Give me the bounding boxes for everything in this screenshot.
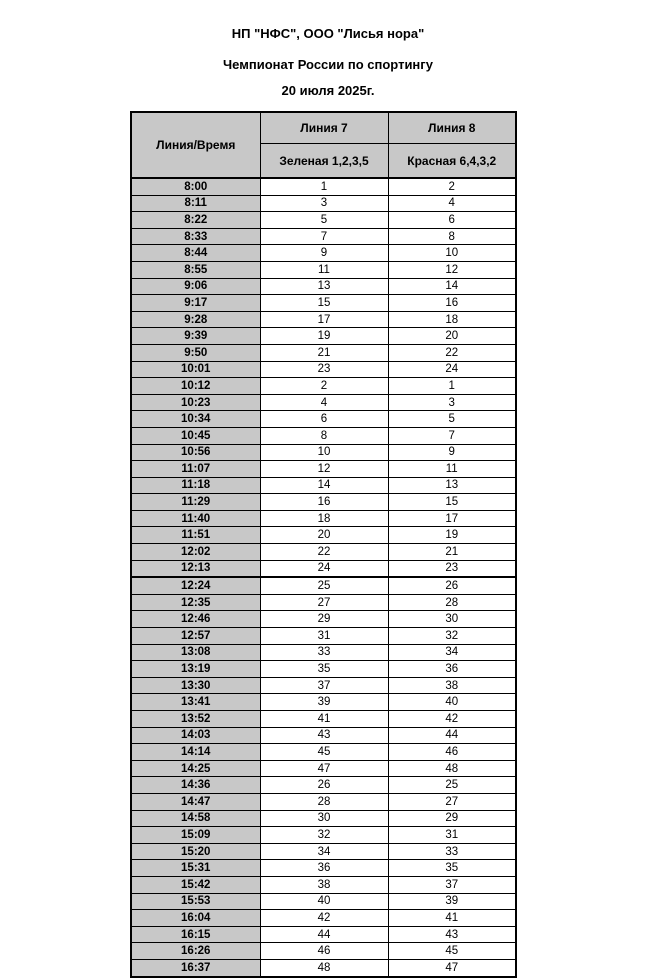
column-header-line8: Линия 8 — [388, 112, 516, 144]
line8-cell: 44 — [388, 727, 516, 744]
table-row — [131, 760, 516, 777]
time-cell: 12:57 — [131, 628, 260, 645]
table-row — [131, 411, 516, 428]
table-row — [131, 810, 516, 827]
line8-cell: 39 — [388, 893, 516, 910]
line8-cell: 28 — [388, 594, 516, 611]
table-row — [131, 494, 516, 511]
time-cell: 10:23 — [131, 394, 260, 411]
line8-cell: 30 — [388, 611, 516, 628]
line7-cell: 14 — [260, 477, 388, 494]
time-cell: 16:04 — [131, 910, 260, 927]
line8-cell: 14 — [388, 278, 516, 295]
line8-cell: 11 — [388, 461, 516, 478]
line7-stands: Зеленая 1,2,3,5 — [260, 144, 388, 179]
time-cell: 15:09 — [131, 827, 260, 844]
table-row — [131, 461, 516, 478]
line8-cell: 21 — [388, 544, 516, 561]
table-row — [131, 361, 516, 378]
line7-cell: 25 — [260, 577, 388, 594]
time-cell: 15:53 — [131, 893, 260, 910]
line7-cell: 19 — [260, 328, 388, 345]
time-cell: 11:40 — [131, 510, 260, 527]
line8-cell: 19 — [388, 527, 516, 544]
line8-cell: 20 — [388, 328, 516, 345]
table-row — [131, 477, 516, 494]
table-row — [131, 444, 516, 461]
table-row — [131, 394, 516, 411]
line8-cell: 7 — [388, 427, 516, 444]
table-row — [131, 926, 516, 943]
time-cell: 10:56 — [131, 444, 260, 461]
schedule-table — [130, 111, 517, 978]
column-header-line7: Линия 7 — [260, 112, 388, 144]
line7-cell: 7 — [260, 228, 388, 245]
line8-cell: 1 — [388, 378, 516, 395]
time-cell: 16:15 — [131, 926, 260, 943]
table-row — [131, 744, 516, 761]
line8-cell: 9 — [388, 444, 516, 461]
time-cell: 13:52 — [131, 711, 260, 728]
line8-cell: 10 — [388, 245, 516, 262]
time-cell: 12:24 — [131, 577, 260, 594]
line8-cell: 6 — [388, 212, 516, 229]
time-cell: 11:51 — [131, 527, 260, 544]
line7-cell: 30 — [260, 810, 388, 827]
table-row — [131, 644, 516, 661]
line7-cell: 22 — [260, 544, 388, 561]
column-header-time: Линия/Время — [131, 112, 260, 178]
line8-cell: 47 — [388, 959, 516, 976]
time-cell: 8:22 — [131, 212, 260, 229]
time-cell: 13:19 — [131, 661, 260, 678]
table-row — [131, 328, 516, 345]
line8-cell: 16 — [388, 295, 516, 312]
time-cell: 14:36 — [131, 777, 260, 794]
table-row — [131, 661, 516, 678]
time-cell: 14:14 — [131, 744, 260, 761]
line7-cell: 34 — [260, 843, 388, 860]
event-title: Чемпионат России по спортингу — [223, 57, 433, 72]
line7-cell: 15 — [260, 295, 388, 312]
time-cell: 13:30 — [131, 677, 260, 694]
line8-cell: 34 — [388, 644, 516, 661]
event-date: 20 июля 2025г. — [281, 83, 375, 98]
line8-cell: 32 — [388, 628, 516, 645]
organizer-title: НП "НФС", ООО "Лисья нора" — [231, 26, 425, 41]
table-row — [131, 694, 516, 711]
time-cell: 10:12 — [131, 378, 260, 395]
line7-cell: 46 — [260, 943, 388, 960]
line7-cell: 12 — [260, 461, 388, 478]
line7-cell: 26 — [260, 777, 388, 794]
line8-cell: 36 — [388, 661, 516, 678]
line8-cell: 22 — [388, 344, 516, 361]
line7-cell: 24 — [260, 560, 388, 577]
table-row — [131, 827, 516, 844]
time-cell: 14:47 — [131, 793, 260, 810]
line8-cell: 45 — [388, 943, 516, 960]
line7-cell: 40 — [260, 893, 388, 910]
line7-cell: 42 — [260, 910, 388, 927]
time-cell: 9:50 — [131, 344, 260, 361]
line7-cell: 4 — [260, 394, 388, 411]
table-row — [131, 261, 516, 278]
time-cell: 9:17 — [131, 295, 260, 312]
line8-cell: 17 — [388, 510, 516, 527]
line7-cell: 11 — [260, 261, 388, 278]
line7-cell: 10 — [260, 444, 388, 461]
line8-cell: 8 — [388, 228, 516, 245]
line8-cell: 24 — [388, 361, 516, 378]
table-row — [131, 544, 516, 561]
line8-cell: 15 — [388, 494, 516, 511]
line7-cell: 48 — [260, 959, 388, 976]
line7-cell: 41 — [260, 711, 388, 728]
line7-cell: 37 — [260, 677, 388, 694]
table-row — [131, 228, 516, 245]
time-cell: 9:28 — [131, 311, 260, 328]
line7-cell: 38 — [260, 876, 388, 893]
line8-cell: 18 — [388, 311, 516, 328]
time-cell: 14:03 — [131, 727, 260, 744]
table-row — [131, 527, 516, 544]
table-row — [131, 245, 516, 262]
table-row — [131, 727, 516, 744]
time-cell: 8:00 — [131, 178, 260, 195]
table-row — [131, 893, 516, 910]
table-row — [131, 943, 516, 960]
line7-cell: 21 — [260, 344, 388, 361]
time-cell: 15:31 — [131, 860, 260, 877]
table-row — [131, 510, 516, 527]
line7-cell: 5 — [260, 212, 388, 229]
line7-cell: 23 — [260, 361, 388, 378]
line7-cell: 31 — [260, 628, 388, 645]
line7-cell: 1 — [260, 178, 388, 195]
table-row — [131, 344, 516, 361]
line8-cell: 46 — [388, 744, 516, 761]
line8-cell: 48 — [388, 760, 516, 777]
time-cell: 12:46 — [131, 611, 260, 628]
line8-stands: Красная 6,4,3,2 — [388, 144, 516, 179]
line8-cell: 40 — [388, 694, 516, 711]
line7-cell: 27 — [260, 594, 388, 611]
line8-cell: 5 — [388, 411, 516, 428]
line7-cell: 2 — [260, 378, 388, 395]
line7-cell: 9 — [260, 245, 388, 262]
table-row — [131, 677, 516, 694]
time-cell: 11:18 — [131, 477, 260, 494]
line7-cell: 18 — [260, 510, 388, 527]
table-row — [131, 427, 516, 444]
line8-cell: 26 — [388, 577, 516, 594]
line7-cell: 47 — [260, 760, 388, 777]
line7-cell: 43 — [260, 727, 388, 744]
line8-cell: 4 — [388, 195, 516, 212]
table-row — [131, 278, 516, 295]
time-cell: 15:42 — [131, 876, 260, 893]
time-cell: 12:02 — [131, 544, 260, 561]
table-row — [131, 378, 516, 395]
table-row — [131, 560, 516, 577]
time-cell: 16:26 — [131, 943, 260, 960]
table-row — [131, 311, 516, 328]
line7-cell: 17 — [260, 311, 388, 328]
time-cell: 10:45 — [131, 427, 260, 444]
line7-cell: 44 — [260, 926, 388, 943]
line7-cell: 33 — [260, 644, 388, 661]
table-row — [131, 195, 516, 212]
line8-cell: 13 — [388, 477, 516, 494]
table-row — [131, 212, 516, 229]
schedule-rows — [131, 178, 516, 977]
table-row — [131, 777, 516, 794]
time-cell: 11:07 — [131, 461, 260, 478]
time-cell: 9:39 — [131, 328, 260, 345]
table-row — [131, 843, 516, 860]
line8-cell: 23 — [388, 560, 516, 577]
table-row — [131, 793, 516, 810]
time-cell: 15:20 — [131, 843, 260, 860]
line7-cell: 28 — [260, 793, 388, 810]
time-cell: 10:01 — [131, 361, 260, 378]
line8-cell: 25 — [388, 777, 516, 794]
time-cell: 11:29 — [131, 494, 260, 511]
time-cell: 8:44 — [131, 245, 260, 262]
time-cell: 9:06 — [131, 278, 260, 295]
line7-cell: 32 — [260, 827, 388, 844]
table-row — [131, 860, 516, 877]
line8-cell: 43 — [388, 926, 516, 943]
line7-cell: 8 — [260, 427, 388, 444]
table-row — [131, 295, 516, 312]
line8-cell: 2 — [388, 178, 516, 195]
table-row — [131, 711, 516, 728]
time-cell: 13:08 — [131, 644, 260, 661]
line8-cell: 42 — [388, 711, 516, 728]
time-cell: 16:37 — [131, 959, 260, 976]
table-row — [131, 178, 516, 195]
line7-cell: 13 — [260, 278, 388, 295]
time-cell: 12:35 — [131, 594, 260, 611]
line7-cell: 20 — [260, 527, 388, 544]
table-row — [131, 876, 516, 893]
time-cell: 13:41 — [131, 694, 260, 711]
time-cell: 12:13 — [131, 560, 260, 577]
line8-cell: 37 — [388, 876, 516, 893]
table-row — [131, 628, 516, 645]
line7-cell: 45 — [260, 744, 388, 761]
line8-cell: 3 — [388, 394, 516, 411]
line7-cell: 39 — [260, 694, 388, 711]
time-cell: 14:58 — [131, 810, 260, 827]
line8-cell: 33 — [388, 843, 516, 860]
table-row — [131, 594, 516, 611]
line8-cell: 12 — [388, 261, 516, 278]
line8-cell: 31 — [388, 827, 516, 844]
time-cell: 10:34 — [131, 411, 260, 428]
line8-cell: 29 — [388, 810, 516, 827]
table-row — [131, 910, 516, 927]
line7-cell: 3 — [260, 195, 388, 212]
line8-cell: 27 — [388, 793, 516, 810]
table-row — [131, 611, 516, 628]
line7-cell: 16 — [260, 494, 388, 511]
line8-cell: 38 — [388, 677, 516, 694]
time-cell: 8:11 — [131, 195, 260, 212]
line8-cell: 41 — [388, 910, 516, 927]
time-cell: 8:33 — [131, 228, 260, 245]
line7-cell: 6 — [260, 411, 388, 428]
time-cell: 8:55 — [131, 261, 260, 278]
line7-cell: 36 — [260, 860, 388, 877]
line7-cell: 29 — [260, 611, 388, 628]
line7-cell: 35 — [260, 661, 388, 678]
time-cell: 14:25 — [131, 760, 260, 777]
table-row — [131, 577, 516, 594]
table-row — [131, 959, 516, 976]
line8-cell: 35 — [388, 860, 516, 877]
